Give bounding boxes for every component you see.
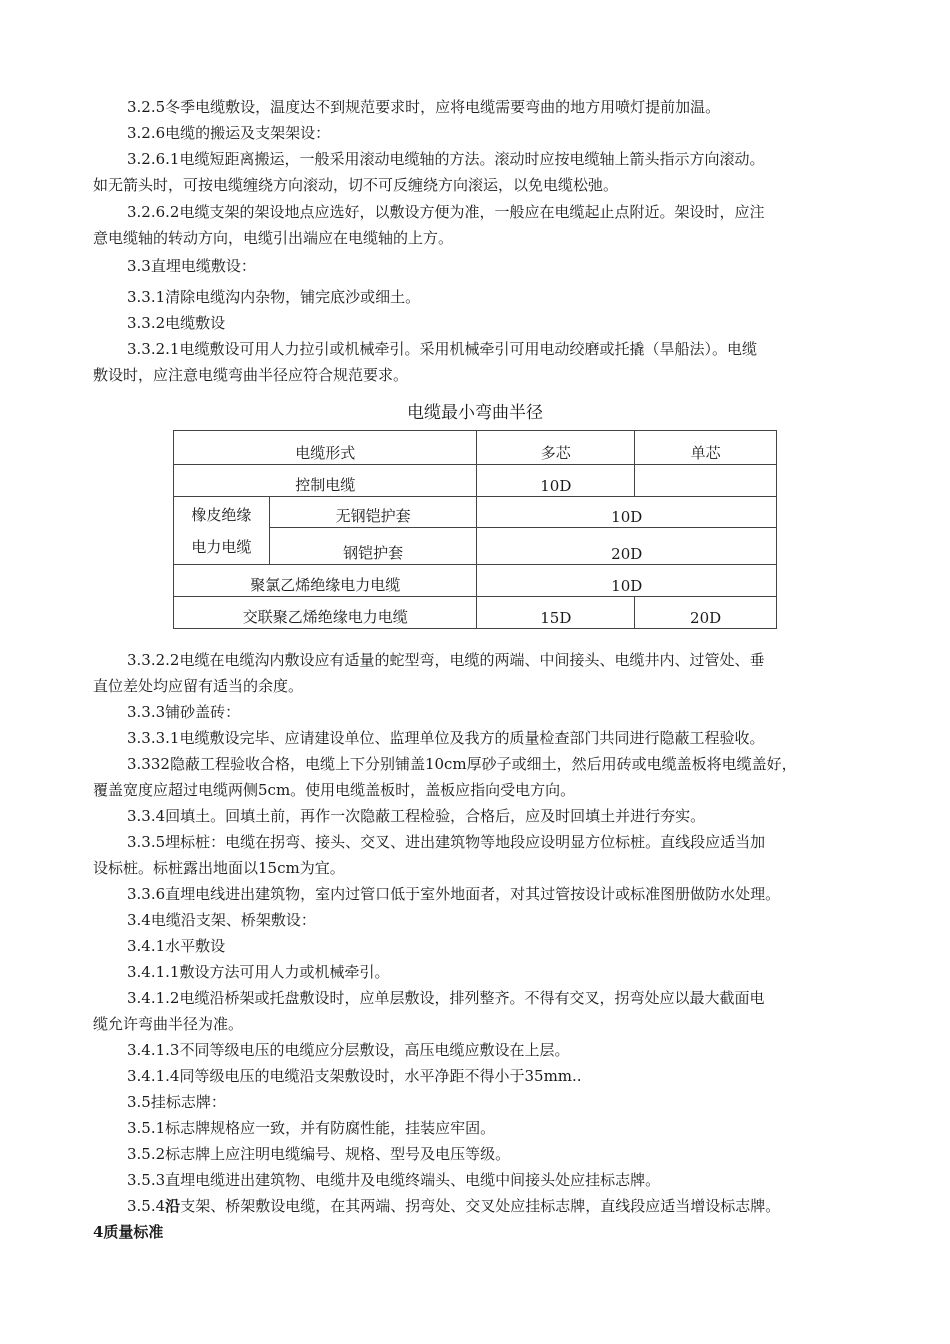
bold-text: 沿 [165,1197,181,1215]
paragraph: 3.2.6.1电缆短距离搬运，一般采用滚动电缆轴的方法。滚动时应按电缆轴上箭头指示方向滚动。 [127,150,765,168]
paragraph-continuation: 直位差处均应留有适当的余度。 [93,677,304,695]
paragraph: 3.3.1清除电缆沟内杂物，铺完底沙或细土。 [127,288,421,306]
cell-value: 10D [477,497,777,528]
paragraph: 3.5.3直埋电缆进出建筑物、电缆井及电缆终端头、电缆中间接头处应挂标志牌。 [127,1171,661,1189]
row-label: 钢铠护套 [269,528,477,565]
cell-value: 20D [635,597,777,629]
paragraph: 3.2.6.2电缆支架的架设地点应选好，以敷设方便为准，一般应在电缆起止点附近。架设时，应注 [127,203,765,221]
cell-value: 15D [477,597,635,629]
paragraph-text: 支架、桥架敷设电缆，在其两端、拐弯处、交叉处应挂标志牌，直线段应适当增设标志牌。 [180,1197,781,1215]
table-row [174,565,777,597]
paragraph-continuation: 如无箭头时，可按电缆缠绕方向滚动，切不可反缠绕方向滚运，以免电缆松弛。 [93,176,619,194]
cell-value: 10D [477,465,635,497]
paragraph: 3.2.5冬季电缆敷设，温度达不到规范要求时，应将电缆需要弯曲的地方用喷灯提前加温。 [127,98,721,116]
section-heading: 3.5挂标志牌： [127,1093,226,1111]
bend-radius-table [173,430,777,629]
table-row [174,597,777,629]
row-label: 无钢铠护套 [269,497,477,528]
header-cable-type: 电缆形式 [174,431,477,465]
paragraph-continuation: 缆允许弯曲半径为准。 [93,1015,244,1033]
paragraph: 3.4.1.1敷设方法可用人力或机械牵引。 [127,963,390,981]
chapter-heading: 4质量标准 [93,1223,164,1241]
paragraph: 3.5.1标志牌规格应一致，并有防腐性能，挂装应牢固。 [127,1119,496,1137]
paragraph: 3.4.1.2电缆沿桥架或托盘敷设时，应单层敷设，排列整齐。不得有交叉，拐弯处应以最大截面电 [127,989,765,1007]
paragraph-number: 3.5.4 [127,1197,166,1215]
paragraph: 3.4.1水平敷设 [127,937,226,955]
cell-value: 10D [477,565,777,597]
paragraph-continuation: 设标桩。标桩露出地面以15cm为宜。 [93,859,345,877]
row-group-label [174,497,270,565]
cell-value: 20D [477,528,777,565]
paragraph: 3.2.6电缆的搬运及支架架设： [127,124,331,142]
header-single-core: 单芯 [635,431,777,465]
section-heading: 3.3直埋电缆敷设： [127,257,256,275]
paragraph: 3.3.2.2电缆在电缆沟内敷设应有适量的蛇型弯，电缆的两端、中间接头、电缆井内、过管处、垂 [127,651,765,669]
paragraph: 3.3.5埋标桩：电缆在拐弯、接头、交叉、进出建筑物等地段应设明显方位标桩。直线段应适当加 [127,833,766,851]
paragraph: 3.3.2电缆敷设 [127,314,226,332]
paragraph: 3.3.2.1电缆敷设可用人力拉引或机械牵引。采用机械牵引可用电动绞磨或托撬（旱船法）。电缆 [127,340,757,358]
header-multi-core: 多芯 [477,431,635,465]
cell-value [635,465,777,497]
paragraph-continuation: 意电缆轴的转动方向，电缆引出端应在电缆轴的上方。 [93,229,454,247]
paragraph-continuation: 敷设时，应注意电缆弯曲半径应符合规范要求。 [93,366,409,384]
paragraph: 3.332隐蔽工程验收合格，电缆上下分别铺盖10cm厚砂子或细土，然后用砖或电缆盖板将电缆盖好， [127,755,797,773]
section-heading: 3.4电缆沿支架、桥架敷设： [127,911,316,929]
paragraph: 3.3.3铺砂盖砖： [127,703,241,721]
row-group-label-line: 电力电缆 [191,537,252,556]
paragraph: 3.5.2标志牌上应注明电缆编号、规格、型号及电压等级。 [127,1145,511,1163]
row-group-label-line: 橡皮绝缘 [191,505,252,524]
table-row [174,497,777,528]
row-label: 聚氯乙烯绝缘电力电缆 [174,565,477,597]
paragraph: 3.3.4回填土。回填土前，再作一次隐蔽工程检验，合格后，应及时回填土并进行夯实。 [127,807,706,825]
paragraph-continuation: 覆盖宽度应超过电缆两侧5cm。使用电缆盖板时，盖板应指向受电方向。 [93,781,576,799]
table-title: 电缆最小弯曲半径 [407,403,543,423]
paragraph: 3.3.6直埋电线进出建筑物，室内过管口低于室外地面者，对其过管按设计或标准图册做防水处理。 [127,885,781,903]
paragraph: 3.4.1.4同等级电压的电缆沿支架敷设时，水平净距不得小于35mm.. [127,1067,582,1085]
table-row [174,465,777,497]
paragraph: 3.4.1.3不同等级电压的电缆应分层敷设，高压电缆应敷设在上层。 [127,1041,570,1059]
paragraph: 3.3.3.1电缆敷设完毕、应请建设单位、监理单位及我方的质量检查部门共同进行隐蔽工程验收。 [127,729,765,747]
row-label: 控制电缆 [174,465,477,497]
row-label: 交联聚乙烯绝缘电力电缆 [174,597,477,629]
table-header-row [174,431,777,465]
paragraph [93,1194,868,1219]
